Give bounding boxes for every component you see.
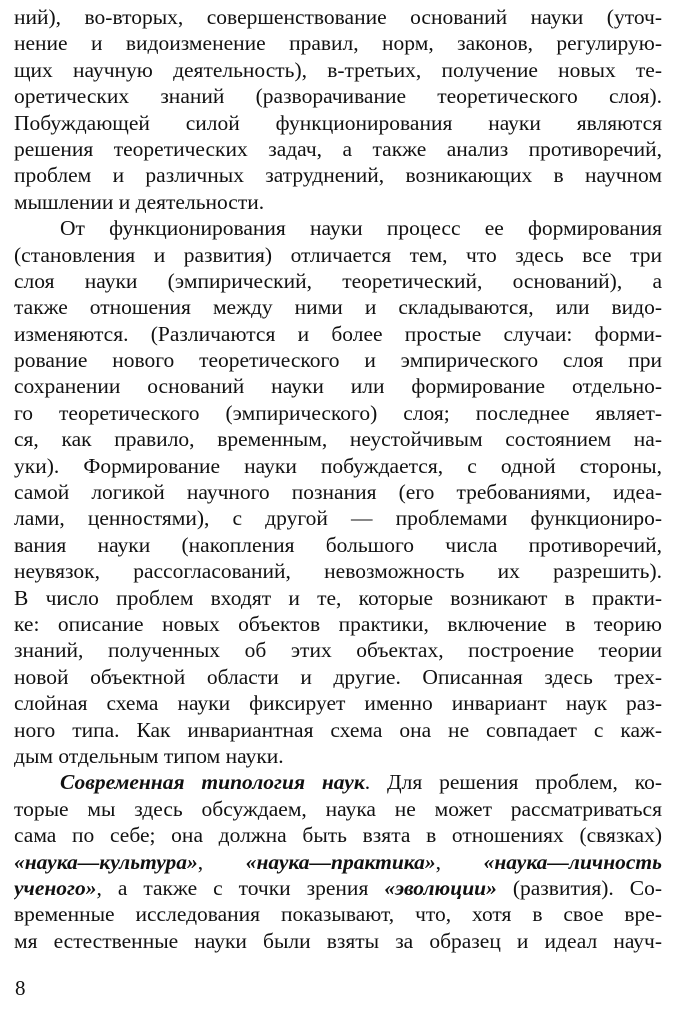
text-line: знаний, полученных об этих объектах, построение теории <box>14 638 662 663</box>
book-page <box>14 4 662 954</box>
text-run: , <box>197 849 246 874</box>
text-line: оретических знаний (разворачивание теоретического слоя). <box>14 84 662 109</box>
text-line <box>14 875 662 901</box>
text-run: , <box>435 849 484 874</box>
emphasized-term: «наука—практика» <box>245 849 436 874</box>
text-line <box>14 849 662 875</box>
text-line: нение и видоизменение правил, норм, законов, регулирую- <box>14 31 662 56</box>
text-line: сохранении оснований науки или формирование отдельно- <box>14 374 662 399</box>
text-line: слоя науки (эмпирический, теоретический, оснований), а <box>14 268 662 293</box>
emphasized-term: ученого» <box>14 875 97 900</box>
text-line: (становления и развития) отличается тем, что здесь все три <box>14 242 662 267</box>
paragraph-2 <box>14 215 662 769</box>
emphasized-term: «наука—культура» <box>14 849 198 874</box>
text-line: ся, как правило, временным, неустойчивым состоянием на- <box>14 427 662 452</box>
text-line: сама по себе; она должна быть взята в отношениях (связках) <box>14 823 662 848</box>
page-number: 8 <box>15 976 26 1000</box>
text-line: новой объектной области и другие. Описанная здесь трех- <box>14 664 662 689</box>
text-line: неувязок, рассогласований, невозможность их разрешить). <box>14 559 662 584</box>
text-run: (развития). Со- <box>496 875 662 900</box>
text-line: От функционирования науки процесс ее формирования <box>60 216 662 241</box>
text-line: самой логикой научного познания (его требованиями, идеа- <box>14 480 662 505</box>
text-line: временные исследования показывают, что, хотя в свое вре- <box>14 902 662 927</box>
text-run: , а также с точки зрения <box>96 875 385 900</box>
text-line: рование нового теоретического и эмпирического слоя при <box>14 348 662 373</box>
text-line: слойная схема науки фиксирует именно инвариант наук раз- <box>14 691 662 716</box>
text-line: решения теоретических задач, а также анализ противоречий, <box>14 136 662 161</box>
text-line: также отношения между ними и складываются, или видо- <box>14 295 662 320</box>
emphasized-term: «эволюции» <box>384 875 497 900</box>
text-line: ке: описание новых объектов практики, включение в теорию <box>14 611 662 636</box>
text-line: уки). Формирование науки побуждается, с одной стороны, <box>14 453 662 478</box>
paragraph-1 <box>14 4 662 215</box>
section-heading: Современная типология наук <box>60 770 365 795</box>
text-line: ного типа. Как инвариантная схема она не совпадает с каж- <box>14 717 662 742</box>
text-line: лами, ценностями), с другой — проблемами функциониро- <box>14 506 662 531</box>
text-line: проблем и различных затруднений, возникающих в научном <box>14 163 662 188</box>
text-line: мя естественные науки были взяты за образец и идеал науч- <box>14 928 662 953</box>
text-line: В число проблем входят и те, которые возникают в практи- <box>14 585 662 610</box>
text-line: изменяются. (Различаются и более простые случаи: форми- <box>14 321 662 346</box>
text-line: дым отдельным типом науки. <box>14 743 284 768</box>
text-line: щих научную деятельность), в-третьих, получение новых те- <box>14 57 662 82</box>
text-run: . Для решения проблем, ко- <box>364 770 662 795</box>
text-line <box>14 769 662 795</box>
paragraph-3 <box>14 769 662 954</box>
text-line: торые мы здесь обсуждаем, наука не может рассматриваться <box>14 796 662 821</box>
text-line: ний), во-вторых, совершенствование оснований науки (уточ- <box>14 5 662 29</box>
text-line: мышлении и деятельности. <box>14 189 265 214</box>
text-line: Побуждающей силой функционирования науки являются <box>14 110 662 135</box>
emphasized-term: «наука—личность <box>483 849 662 874</box>
text-line: го теоретического (эмпирического) слоя; последнее являет- <box>14 400 662 425</box>
text-line: вания науки (накопления большого числа противоречий, <box>14 532 662 557</box>
